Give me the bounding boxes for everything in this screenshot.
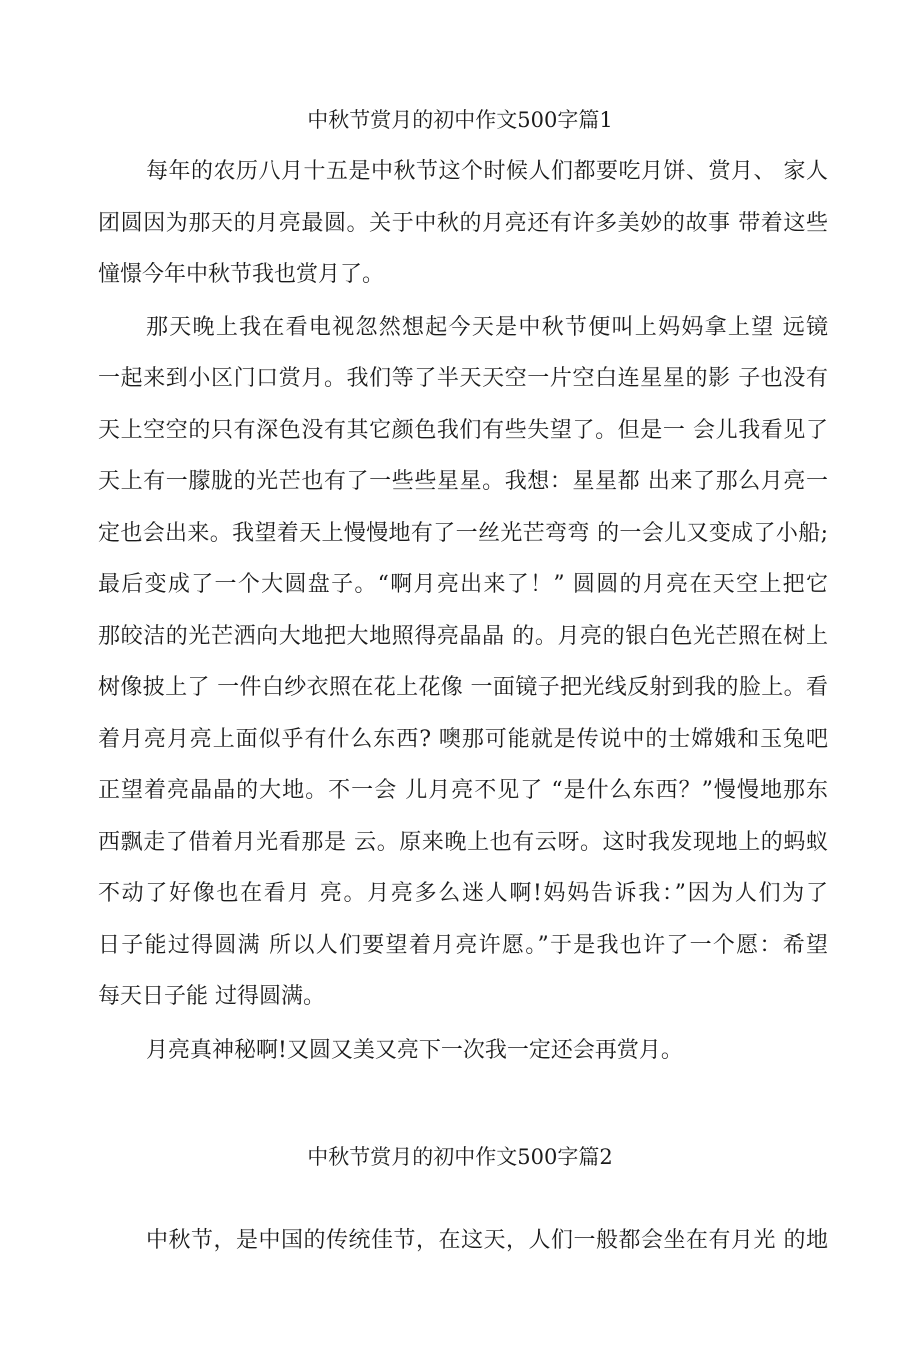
paragraph-1-line-2: 团圆因为那天的月亮最圆。关于中秋的月亮还有许多美妙的故事 带着这些 xyxy=(98,211,828,236)
paragraph-2-line-12: 不动了好像也在看月 亮。月亮多么迷人啊!妈妈告诉我：”因为人们为了 xyxy=(98,881,828,906)
paragraph-2-line-1: 那天晚上我在看电视忽然想起今天是中秋节便叫上妈妈拿上望 远镜 xyxy=(146,315,828,340)
paragraph-1-line-1: 每年的农历八月十五是中秋节这个时候人们都要吃月饼、赏月、 家人 xyxy=(146,159,828,184)
paragraph-1-line-3: 憧憬今年中秋节我也赏月了。 xyxy=(98,262,385,287)
paragraph-2-line-6: 最后变成了一个大圆盘子。“啊月亮出来了！” 圆圆的月亮在天空上把它 xyxy=(98,572,828,597)
section-2-title: 中秋节赏月的初中作文500字篇2 xyxy=(307,1145,613,1169)
section-1-title: 中秋节赏月的初中作文500字篇1 xyxy=(307,108,613,132)
paragraph-2-line-14: 每天日子能 过得圆满。 xyxy=(98,984,325,1009)
paragraph-2-line-8: 树像披上了 一件白纱衣照在花上花像 一面镜子把光线反射到我的脸上。看 xyxy=(98,675,828,700)
paragraph-2-line-4: 天上有一朦胧的光芒也有了一些些星星。我想：星星都 出来了那么月亮一 xyxy=(98,469,828,494)
paragraph-2-line-10: 正望着亮晶晶的大地。不一会 儿月亮不见了 “是什么东西？”慢慢地那东 xyxy=(98,778,828,803)
paragraph-2-line-7: 那皎洁的光芒洒向大地把大地照得亮晶晶 的。月亮的银白色光芒照在树上 xyxy=(98,624,828,649)
paragraph-2-line-2: 一起来到小区门口赏月。我们等了半天天空一片空白连星星的影 子也没有 xyxy=(98,366,828,391)
section-2-paragraph-1-line-1: 中秋节，是中国的传统佳节，在这天，人们一般都会坐在有月光 的地 xyxy=(146,1228,828,1253)
paragraph-2-line-9: 着月亮月亮上面似乎有什么东西? 噢那可能就是传说中的士嫦娥和玉兔吧 xyxy=(98,727,828,752)
paragraph-2-line-5: 定也会出来。我望着天上慢慢地有了一丝光芒弯弯 的一会儿又变成了小船; xyxy=(98,521,828,546)
paragraph-2-line-13: 日子能过得圆满 所以人们要望着月亮许愿。”于是我也许了一个愿：希望 xyxy=(98,933,828,958)
paragraph-2-line-11: 西飘走了借着月光看那是 云。原来晚上也有云呀。这时我发现地上的蚂蚁 xyxy=(98,830,828,855)
paragraph-2-line-3: 天上空空的只有深色没有其它颜色我们有些失望了。但是一 会儿我看见了 xyxy=(98,418,828,443)
paragraph-3-line-1: 月亮真神秘啊!又圆又美又亮下一次我一定还会再赏月。 xyxy=(146,1038,683,1063)
